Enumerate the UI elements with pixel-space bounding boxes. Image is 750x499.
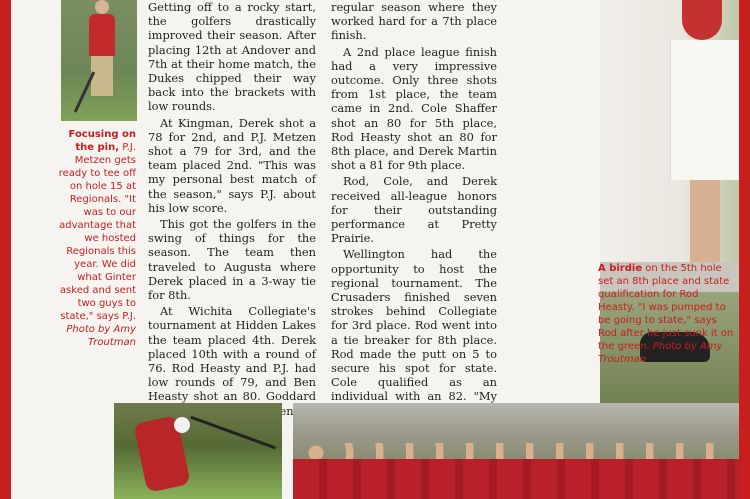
photo-golfer-teeing-off	[61, 0, 137, 121]
col2-paragraph-3: Rod, Cole, and Derek received all-league honors for their outstanding performance at Pretty Prairie.	[331, 174, 497, 246]
article-column-2	[331, 0, 497, 448]
caption-left-credit: Photo by Amy Troutman	[66, 324, 136, 348]
team-row-front	[293, 479, 739, 499]
photo-golfer-swing	[114, 403, 282, 499]
golfer-pants	[91, 56, 113, 96]
caption-right-lead: A birdie	[598, 263, 643, 274]
caption-right-credit: Photo by Amy Troutman	[598, 341, 723, 365]
swing-club	[190, 416, 276, 450]
golfer-shorts	[670, 40, 739, 180]
photo-golfer-putting	[600, 0, 739, 262]
red-border-left	[0, 0, 11, 499]
golfer-head	[95, 0, 109, 14]
article-column-1	[148, 0, 316, 434]
red-border-right	[739, 0, 750, 499]
col1-paragraph-1: Getting off to a rocky start, the golfers drastically improved their season. After placing 12th at Andover and 7th at their home match, the Dukes chipped their way back into the brackets with low rounds.	[148, 0, 316, 114]
col2-paragraph-4: Wellington had the opportunity to host the regional tournament. The Crusaders finished seven strokes behind Collegiate for 3rd place. Rod went into a tie breaker for 8th place. Rod made the putt on 5 to secure his spot for state. Cole qualified as an individual with an 82. "My	[331, 247, 497, 404]
caption-right	[598, 262, 737, 366]
col1-paragraph-4: At Wichita Collegiate's tournament at Hidden Lakes the team placed 4th. Derek placed 10th with a round of 76. Rod Heasty and P.J. had low rounds of 79, and Ben Heasty shot an 80. Goddard	[148, 304, 316, 404]
golfer-leg	[690, 180, 720, 262]
swing-golfer-cap	[174, 417, 190, 433]
col1-paragraph-3: This got the golfers in the swing of things for the season. The team then traveled to Augusta where Derek placed in a 3-way tie for 8th.	[148, 217, 316, 303]
col2-paragraph-2: A 2nd place league finish had a very impressive outcome. Only three shots from 1st place, the team came in 2nd. Cole Shaffer shot an 80 for 5th place, Rod Heasty shot an 80 for 8th place, and Derek Martin shot a 81 for 9th place.	[331, 44, 497, 173]
golfer-arm	[682, 0, 722, 40]
col1-paragraph-2: At Kingman, Derek shot a 78 for 2nd, and P.J. Metzen shot a 79 for 3rd, and the team placed 2nd. "This was my personal best match of the season," says P.J. about his low score.	[148, 115, 316, 215]
photo-team-group	[293, 403, 739, 499]
caption-left-body: P.J. Metzen gets ready to tee off on hole 15 at Regionals. "It was to our advantage that we hosted Regionals this year. We did what Ginter asked and sent two guys to state," says P.J.	[58, 142, 136, 322]
golfer-shirt	[89, 14, 115, 56]
caption-right-body: on the 5th hole set an 8th place and state qualification for Rod Heasty. "I was pumped to be going to state," says Rod after he just sunk it on the green.	[598, 263, 734, 352]
caption-left-lead: Focusing on the pin,	[68, 129, 136, 153]
caption-left	[58, 128, 136, 349]
col2-paragraph-1: regular season where they worked hard for a 7th place finish.	[331, 0, 497, 43]
